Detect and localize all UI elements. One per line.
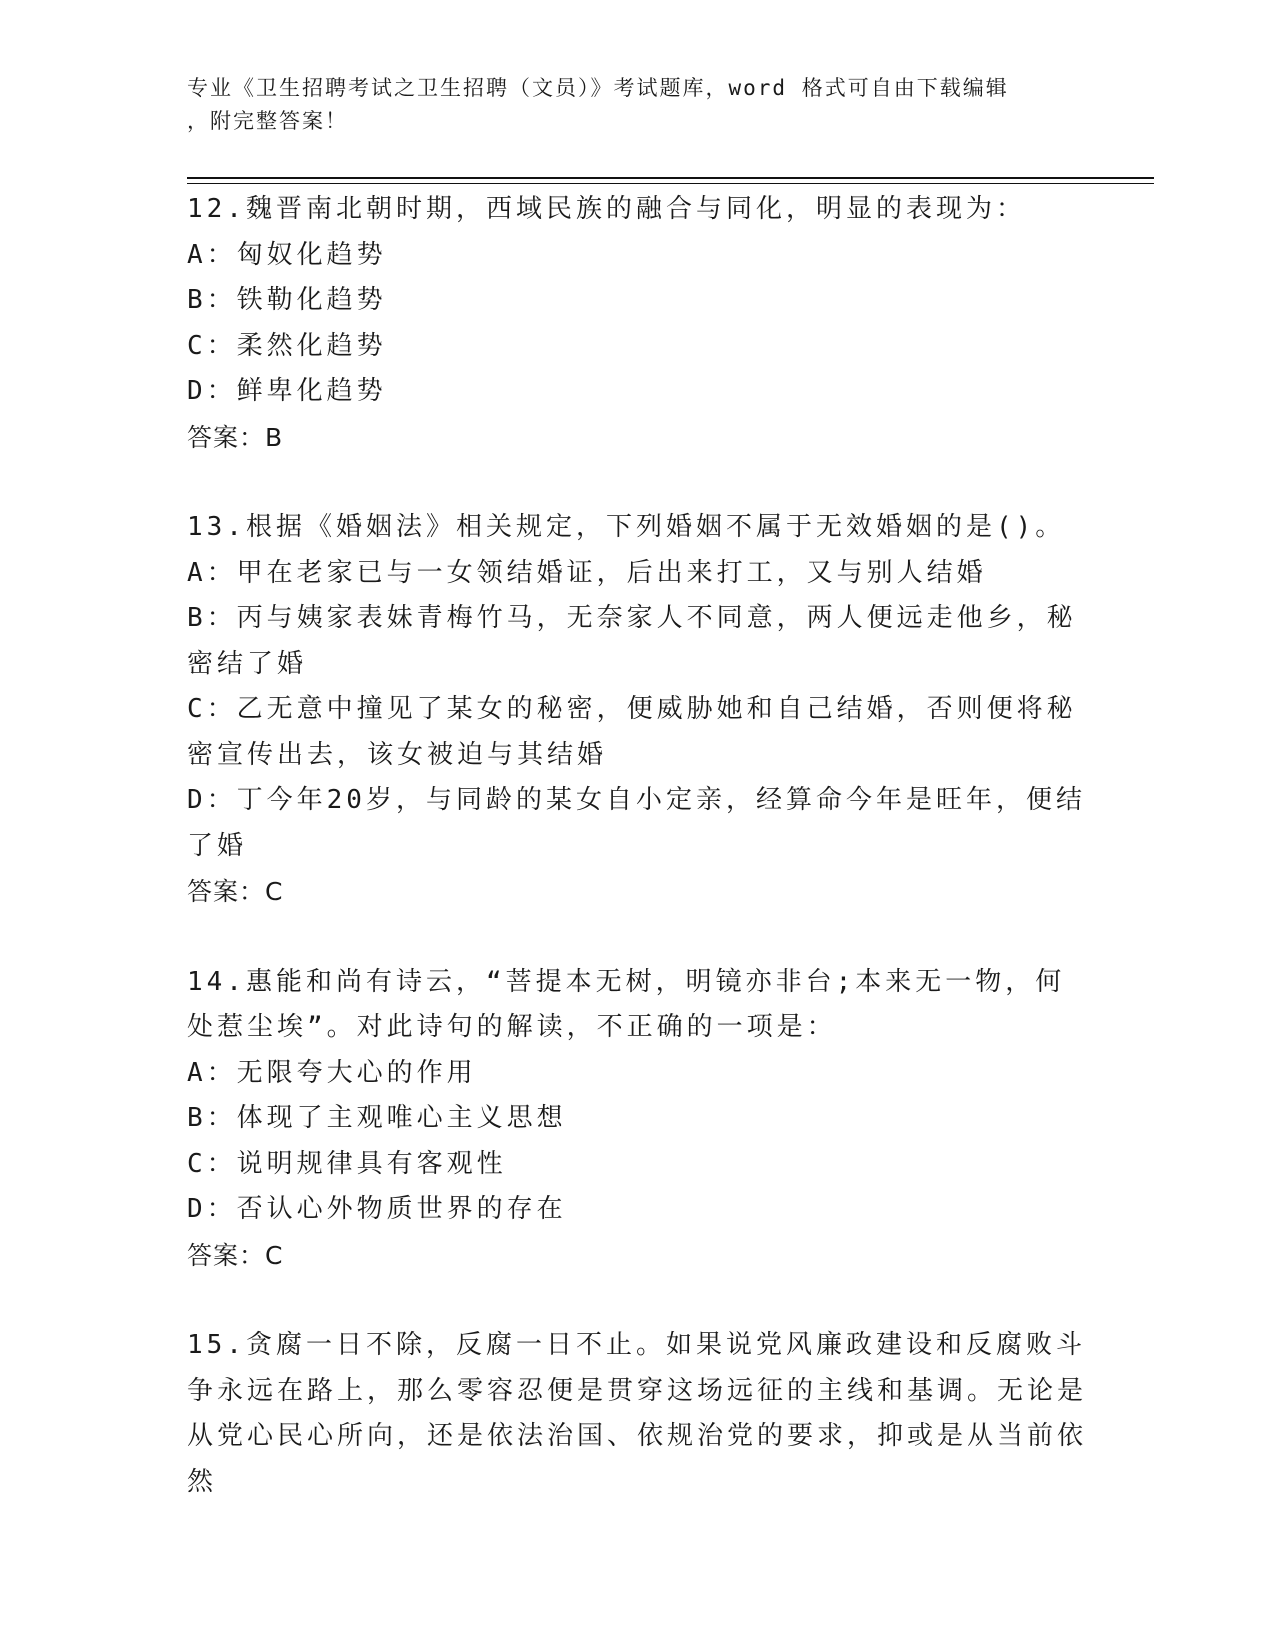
answer-line: 答案：C: [187, 877, 284, 906]
option-b: B：体现了主观唯心主义思想: [187, 1103, 567, 1133]
question-stem: 15.贪腐一日不除，反腐一日不止。如果说党风廉政建设和反腐败斗争永远在路上，那么零容忍便是贯穿这场远征的主线和基调。无论是从党心民心所向，还是依法治国、依规治党的要求，抑或是从当前依然: [187, 1330, 1088, 1497]
answer-line: 答案：C: [187, 1240, 284, 1270]
question-list: [187, 187, 1087, 1550]
header-line-1: 专业《卫生招聘考试之卫生招聘（文员）》考试题库，word 格式可自由下载编辑: [187, 76, 1009, 100]
option-c: C：柔然化趋势: [187, 330, 387, 361]
document-header: [187, 72, 1067, 138]
question-15: [187, 1323, 1087, 1505]
option-a: A：匈奴化趋势: [187, 239, 387, 270]
question-stem: 12.魏晋南北朝时期，西域民族的融合与同化，明显的表现为：: [187, 194, 1026, 224]
option-d: D：丁今年20岁，与同龄的某女自小定亲，经算命今年是旺年，便结了婚: [187, 785, 1086, 861]
header-divider-thick: [187, 177, 1154, 179]
option-b: B：丙与姨家表妹青梅竹马，无奈家人不同意，两人便远走他乡，秘密结了婚: [187, 603, 1077, 679]
question-stem: 13.根据《婚姻法》相关规定，下列婚姻不属于无效婚姻的是()。: [187, 512, 1066, 542]
option-c: C：乙无意中撞见了某女的秘密，便威胁她和自己结婚，否则便将秘密宣传出去，该女被迫与其结婚: [187, 694, 1077, 770]
header-divider-thin: [187, 183, 1154, 184]
question-12: [187, 187, 1087, 460]
option-a: A：甲在老家已与一女领结婚证，后出来打工，又与别人结婚: [187, 557, 987, 588]
option-d: D：否认心外物质世界的存在: [187, 1194, 567, 1224]
question-13: [187, 505, 1087, 915]
answer-line: 答案：B: [187, 422, 284, 452]
option-a: A：无限夸大心的作用: [187, 1057, 477, 1088]
option-c: C：说明规律具有客观性: [187, 1148, 507, 1179]
header-line-2: ，附完整答案！: [187, 109, 348, 133]
option-d: D：鲜卑化趋势: [187, 376, 387, 406]
question-stem: 14.惠能和尚有诗云，“菩提本无树，明镜亦非台;本来无一物，何处惹尘埃”。对此诗句的解读，不正确的一项是：: [187, 966, 1066, 1042]
option-b: B：铁勒化趋势: [187, 285, 387, 315]
question-14: [187, 960, 1087, 1279]
